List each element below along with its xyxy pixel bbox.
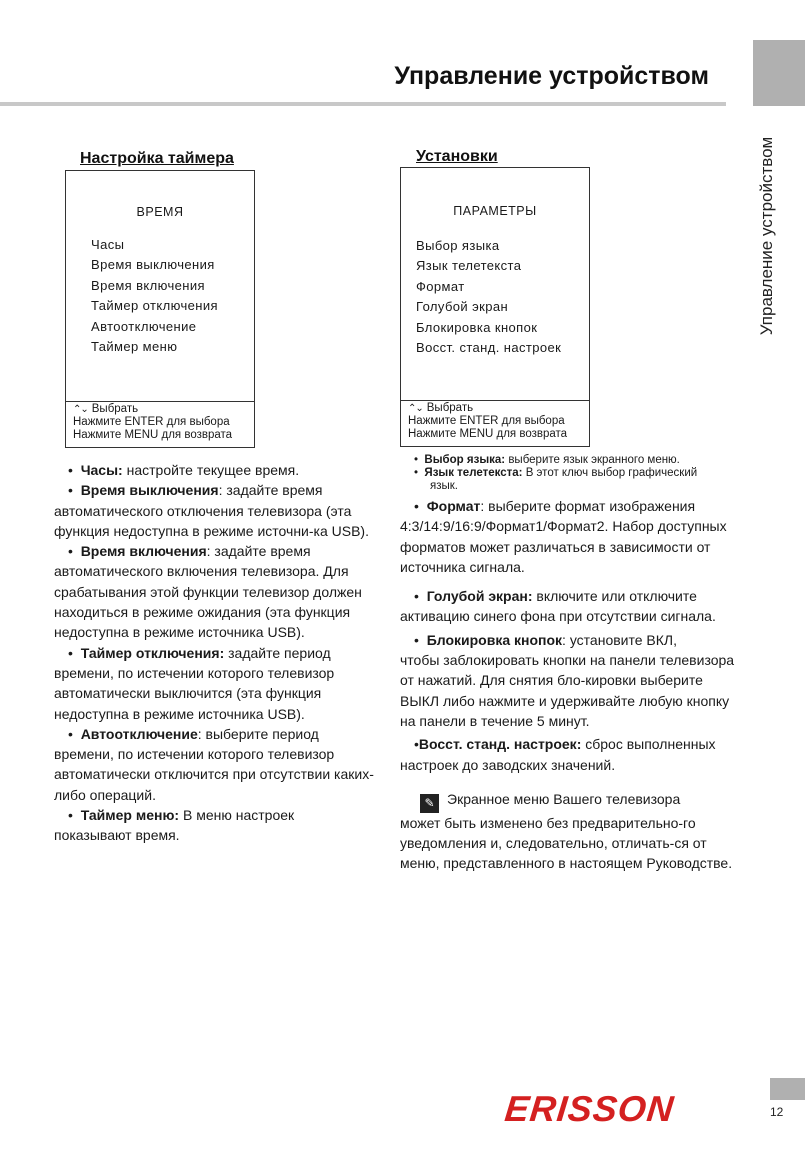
pencil-note-icon: ✎ [420, 794, 439, 813]
bullet-clock: • Часы: настройте текущее время. [68, 462, 300, 478]
menu-item-sleep-timer[interactable]: Таймер отключения [91, 298, 218, 314]
menu-item-reset[interactable]: Восст. станд. настроек [416, 339, 562, 355]
bullet-menu-timer: • Таймер меню: В меню настроек [68, 807, 295, 824]
menu-title: ПАРАМЕТРЫ [453, 204, 537, 218]
up-down-arrows-icon: ⌃⌄ [73, 404, 88, 415]
menu-list [91, 235, 218, 357]
bullet-key-lock: • Блокировка кнопок: установите ВКЛ, [414, 631, 677, 648]
menu-item-auto-off[interactable]: Автоотключение [91, 318, 197, 334]
menu-title: ВРЕМЯ [136, 205, 184, 219]
menu-item-language[interactable]: Выбор языка [416, 238, 500, 253]
menu-item-on-time[interactable]: Время включения [91, 277, 205, 293]
side-tab-marker [753, 40, 805, 106]
bullet-on-time: • Время включения: задайте время [68, 543, 311, 560]
settings-menu-screen [400, 167, 590, 447]
timer-section-heading: Настройка таймера [80, 150, 234, 167]
menu-item-clock[interactable]: Часы [91, 237, 125, 252]
settings-description: • Формат: выберите формат изображения 4:3/14:9/16:9/Формат1/Формат2. Набор доступных форматов может различаться в зависимости от источника сигнала. • Голубой экран: включите или отключите активацию синего фона при отсутствии сигнала. • Блокировка кнопок: установите ВКЛ, чтобы заблокировать кнопки на панели телевизора от нажатий. Для снятия бло-кировки выберите ВЫКЛ либо нажмите и удерживайте любую кнопку на панели в течение 5 минут. •Восст. станд. настроек: сброс выполненных настроек до заводских значений. ✎ Экранное меню Вашего телевизора может быть изменено без предварительно-го уведомления и, следовательно, отличать-ся от меню, представленного в настоящем Руководстве. [400, 496, 745, 874]
timer-description: • Часы: настройте текущее время. • Время выключения: задайте время автоматического отключения телевизора (эта функция недоступна в режиме источни-ка USB). • Время включения: задайте время автоматического включения телевизора. Для срабатывания этой функции телевизор должен находиться в режиме ожидания (эта функция недоступна в режиме источника USB). • Таймер отключения: задайте период времени, по истечении которого телевизор автоматически выключится (эта функция недоступна в режиме источника USB). • Автоотключение: выберите период времени, по истечении которого телевизор автоматически отключится при отсутствии каких-либо операций. • Таймер меню: В меню настроек показывают время. [54, 460, 384, 846]
bullet-reset: •Восст. станд. настроек: сброс выполненных [414, 736, 716, 753]
page-title: Управление устройством [394, 62, 709, 90]
bullet-language: • Выбор языка: выберите язык экранного меню. [414, 454, 680, 466]
settings-section-heading: Установки [416, 148, 498, 165]
bullet-teletext-language: • Язык телетекста: В этот ключ выбор графический [414, 467, 698, 480]
timer-menu-screen [65, 170, 255, 448]
menu-hint-bar: ⌃⌄ Выбрать Нажмите ENTER для выбора Нажмите MENU для возврата [401, 400, 589, 446]
menu-item-key-lock[interactable]: Блокировка кнопок [416, 319, 538, 335]
bullet-blue-screen: • Голубой экран: включите или отключите [414, 588, 697, 605]
settings-small-bullets: • Выбор языка: выберите язык экранного меню. • Язык телетекста: В этот ключ выбор графический язык. [400, 454, 765, 494]
menu-item-format[interactable]: Формат [416, 278, 465, 294]
menu-hint-bar: ⌃⌄ Выбрать Нажмите ENTER для выбора Нажмите MENU для возврата [66, 401, 254, 447]
bullet-sleep-timer: • Таймер отключения: задайте период [68, 644, 331, 661]
page-number: 12 [770, 1105, 784, 1119]
erisson-logo: ERISSON [502, 1088, 677, 1129]
menu-item-menu-timer[interactable]: Таймер меню [91, 338, 178, 354]
bullet-auto-off: • Автоотключение: выберите период [68, 725, 319, 742]
side-label: Управление устройством [757, 136, 776, 336]
page-tab-marker [770, 1078, 805, 1100]
bullet-format: • Формат: выберите формат изображения [414, 498, 696, 514]
note: ✎ Экранное меню Вашего телевизора [400, 789, 745, 813]
menu-item-off-time[interactable]: Время выключения [91, 257, 215, 273]
menu-item-blue-screen[interactable]: Голубой экран [416, 299, 509, 315]
menu-item-teletext-language[interactable]: Язык телетекста [416, 258, 522, 274]
menu-list [416, 236, 561, 358]
up-down-arrows-icon: ⌃⌄ [408, 403, 423, 414]
bullet-off-time: • Время выключения: задайте время [68, 482, 323, 499]
title-divider [0, 102, 726, 106]
